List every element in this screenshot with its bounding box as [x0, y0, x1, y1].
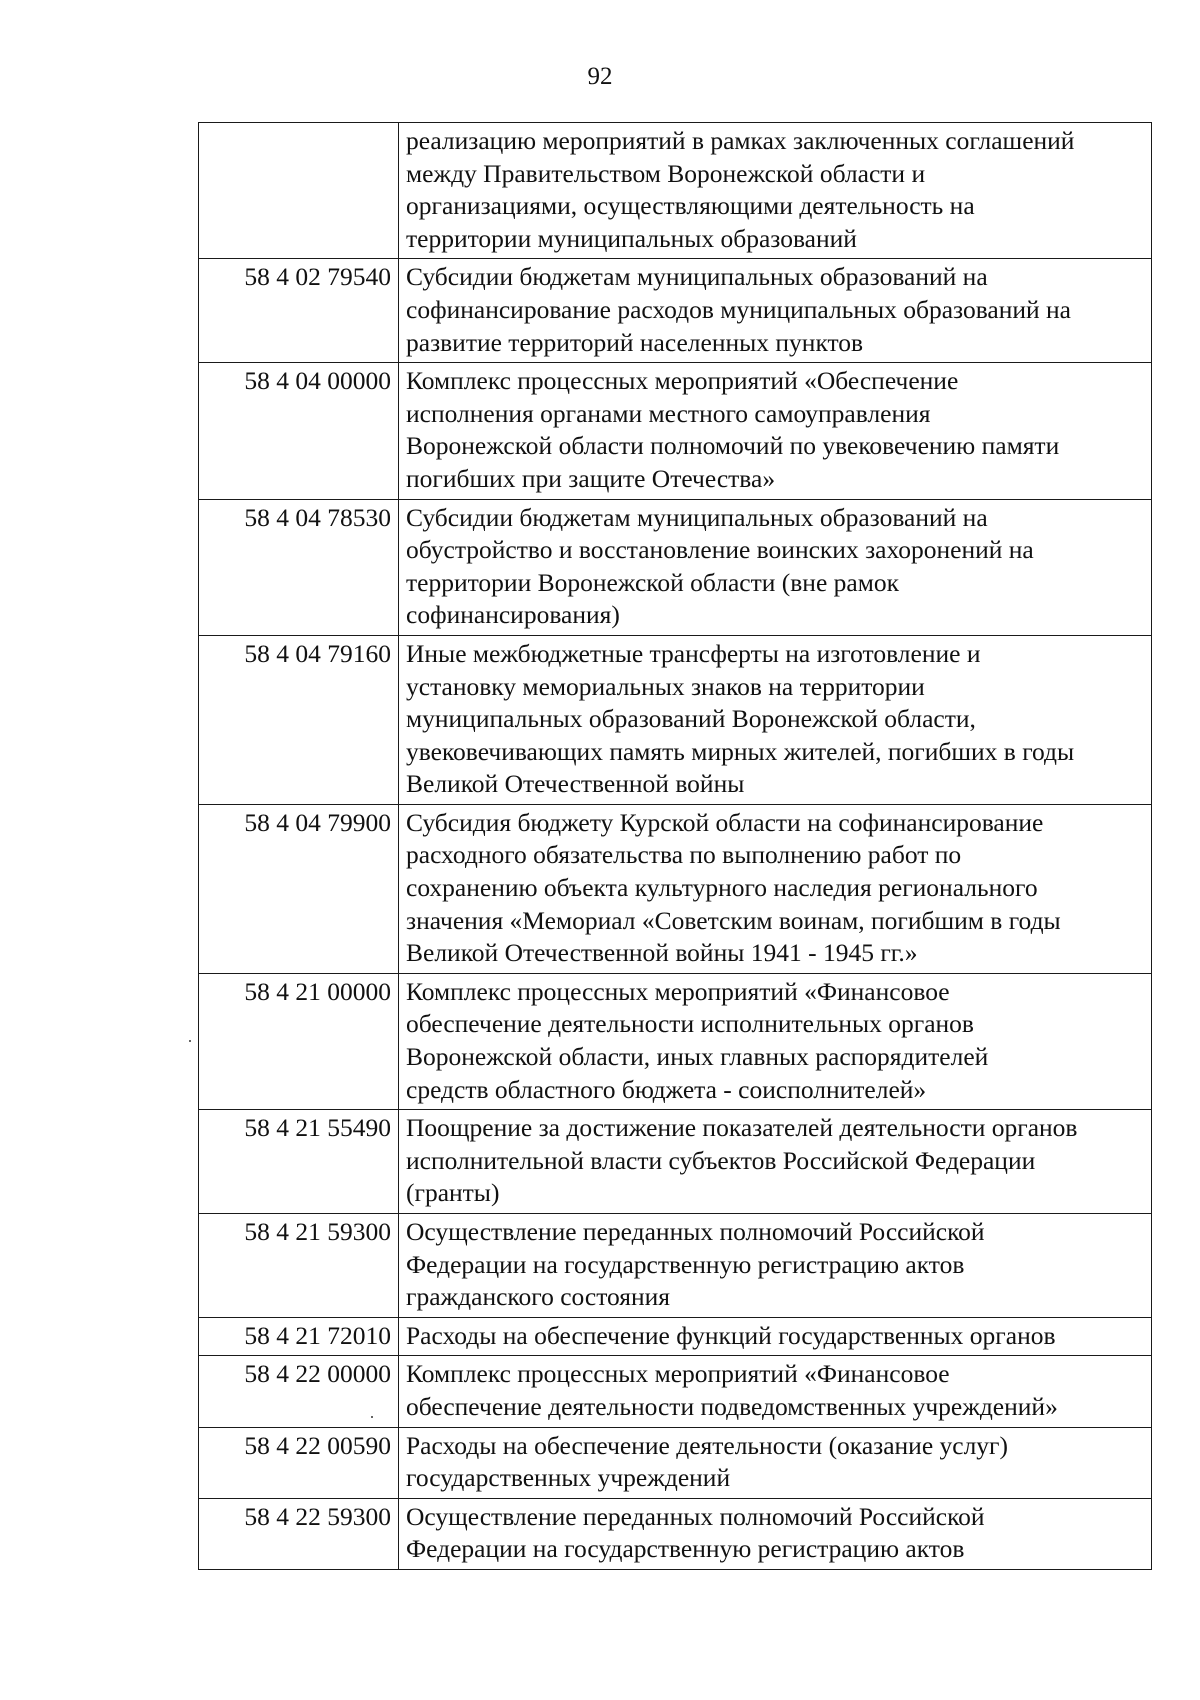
- row-code: 58 4 04 00000: [199, 363, 399, 499]
- table-row: [199, 499, 1152, 635]
- row-code: 58 4 21 00000: [199, 973, 399, 1109]
- description-line: Расходы на обеспечение деятельности (оказание услуг): [406, 1430, 1009, 1460]
- row-description: [399, 973, 1152, 1109]
- table-row: [199, 1214, 1152, 1318]
- description-line: Федерации на государственную регистрацию актов: [406, 1534, 965, 1564]
- row-description: [399, 635, 1152, 804]
- row-code: 58 4 21 55490: [199, 1110, 399, 1214]
- row-code: 58 4 04 78530: [199, 499, 399, 635]
- description-line: организациями, осуществляющими деятельность на: [406, 191, 975, 221]
- description-line: Поощрение за достижение показателей деятельности органов: [406, 1113, 1078, 1143]
- row-description: [399, 123, 1152, 259]
- description-line: Федерации на государственную регистрацию актов: [406, 1249, 965, 1279]
- table-row: [199, 1498, 1152, 1569]
- table-row: [199, 1427, 1152, 1498]
- scan-speck: [371, 1416, 373, 1418]
- description-line: Осуществление переданных полномочий Российской: [406, 1217, 985, 1246]
- table-row: [199, 1317, 1152, 1356]
- description-line: сохранению объекта культурного наследия регионального: [406, 873, 1038, 903]
- description-line: исполнения органами местного самоуправления: [406, 398, 931, 428]
- description-line: Комплекс процессных мероприятий «Финансовое: [406, 976, 950, 1006]
- description-line: развитие территорий населенных пунктов: [406, 327, 864, 357]
- row-description: [399, 1498, 1152, 1569]
- description-line: Расходы на обеспечение функций государственных органов: [406, 1320, 1056, 1350]
- table-body: [199, 123, 1152, 1570]
- description-line: средств областного бюджета - соисполнителей»: [406, 1074, 927, 1104]
- description-line: Великой Отечественной войны: [406, 769, 745, 799]
- row-description: [399, 499, 1152, 635]
- row-description: [399, 804, 1152, 973]
- description-line: государственных учреждений: [406, 1463, 731, 1493]
- table-row: [199, 123, 1152, 259]
- row-code: 58 4 22 00590: [199, 1427, 399, 1498]
- row-code: [199, 123, 399, 259]
- description-line: Иные межбюджетные трансферты на изготовление и: [406, 638, 981, 668]
- row-description: [399, 1110, 1152, 1214]
- row-description: [399, 363, 1152, 499]
- description-line: Воронежской области, иных главных распорядителей: [406, 1042, 989, 1072]
- row-description: [399, 259, 1152, 363]
- description-line: исполнительной власти субъектов Российской Федерации: [406, 1145, 1036, 1175]
- row-description: [399, 1356, 1152, 1427]
- page-number: 92: [587, 63, 613, 90]
- description-line: расходного обязательства по выполнению работ по: [406, 840, 962, 870]
- description-line: обеспечение деятельности исполнительных органов: [406, 1009, 974, 1039]
- description-line: Комплекс процессных мероприятий «Финансовое: [406, 1359, 950, 1389]
- row-code: 58 4 04 79900: [199, 804, 399, 973]
- row-code: 58 4 21 72010: [199, 1317, 399, 1356]
- table-row: [199, 973, 1152, 1109]
- row-code: 58 4 22 00000: [199, 1356, 399, 1427]
- table-row: [199, 1110, 1152, 1214]
- table-row: [199, 363, 1152, 499]
- description-line: гражданского состояния: [406, 1282, 671, 1312]
- row-code: 58 4 04 79160: [199, 635, 399, 804]
- row-description: [399, 1214, 1152, 1318]
- table-row: [199, 259, 1152, 363]
- description-line: обустройство и восстановление воинских захоронений на: [406, 535, 1034, 565]
- description-line: значения «Мемориал «Советским воинам, погибшим в годы: [406, 905, 1061, 935]
- description-line: обеспечение деятельности подведомственных учреждений»: [406, 1391, 1058, 1421]
- description-line: увековечивающих память мирных жителей, погибших в годы: [406, 736, 1075, 766]
- row-code: 58 4 02 79540: [199, 259, 399, 363]
- row-code: 58 4 21 59300: [199, 1214, 399, 1318]
- description-line: между Правительством Воронежской области и: [406, 158, 926, 188]
- budget-classification-table: [198, 122, 1152, 1570]
- description-line: реализацию мероприятий в рамках заключенных соглашений: [406, 126, 1075, 155]
- table-row: [199, 635, 1152, 804]
- row-description: [399, 1427, 1152, 1498]
- description-line: погибших при защите Отечества»: [406, 463, 776, 493]
- row-description: [399, 1317, 1152, 1356]
- description-line: Субсидии бюджетам муниципальных образований на: [406, 502, 988, 532]
- description-line: Субсидии бюджетам муниципальных образований на: [406, 262, 988, 292]
- row-code: 58 4 22 59300: [199, 1498, 399, 1569]
- table-row: [199, 804, 1152, 973]
- description-line: территории Воронежской области (вне рамок: [406, 567, 899, 597]
- description-line: софинансирования): [406, 600, 620, 630]
- description-line: установку мемориальных знаков на территории: [406, 671, 925, 701]
- description-line: Субсидия бюджету Курской области на софинансирование: [406, 807, 1044, 837]
- table-row: [199, 1356, 1152, 1427]
- description-line: софинансирование расходов муниципальных образований на: [406, 294, 1071, 324]
- scan-speck: [189, 1040, 191, 1042]
- description-line: (гранты): [406, 1178, 500, 1208]
- description-line: Осуществление переданных полномочий Российской: [406, 1501, 985, 1531]
- description-line: Великой Отечественной войны 1941 - 1945 гг.»: [406, 938, 918, 968]
- description-line: территории муниципальных образований: [406, 223, 857, 253]
- description-line: муниципальных образований Воронежской области,: [406, 704, 976, 734]
- description-line: Воронежской области полномочий по увековечению памяти: [406, 431, 1060, 461]
- description-line: Комплекс процессных мероприятий «Обеспечение: [406, 366, 959, 396]
